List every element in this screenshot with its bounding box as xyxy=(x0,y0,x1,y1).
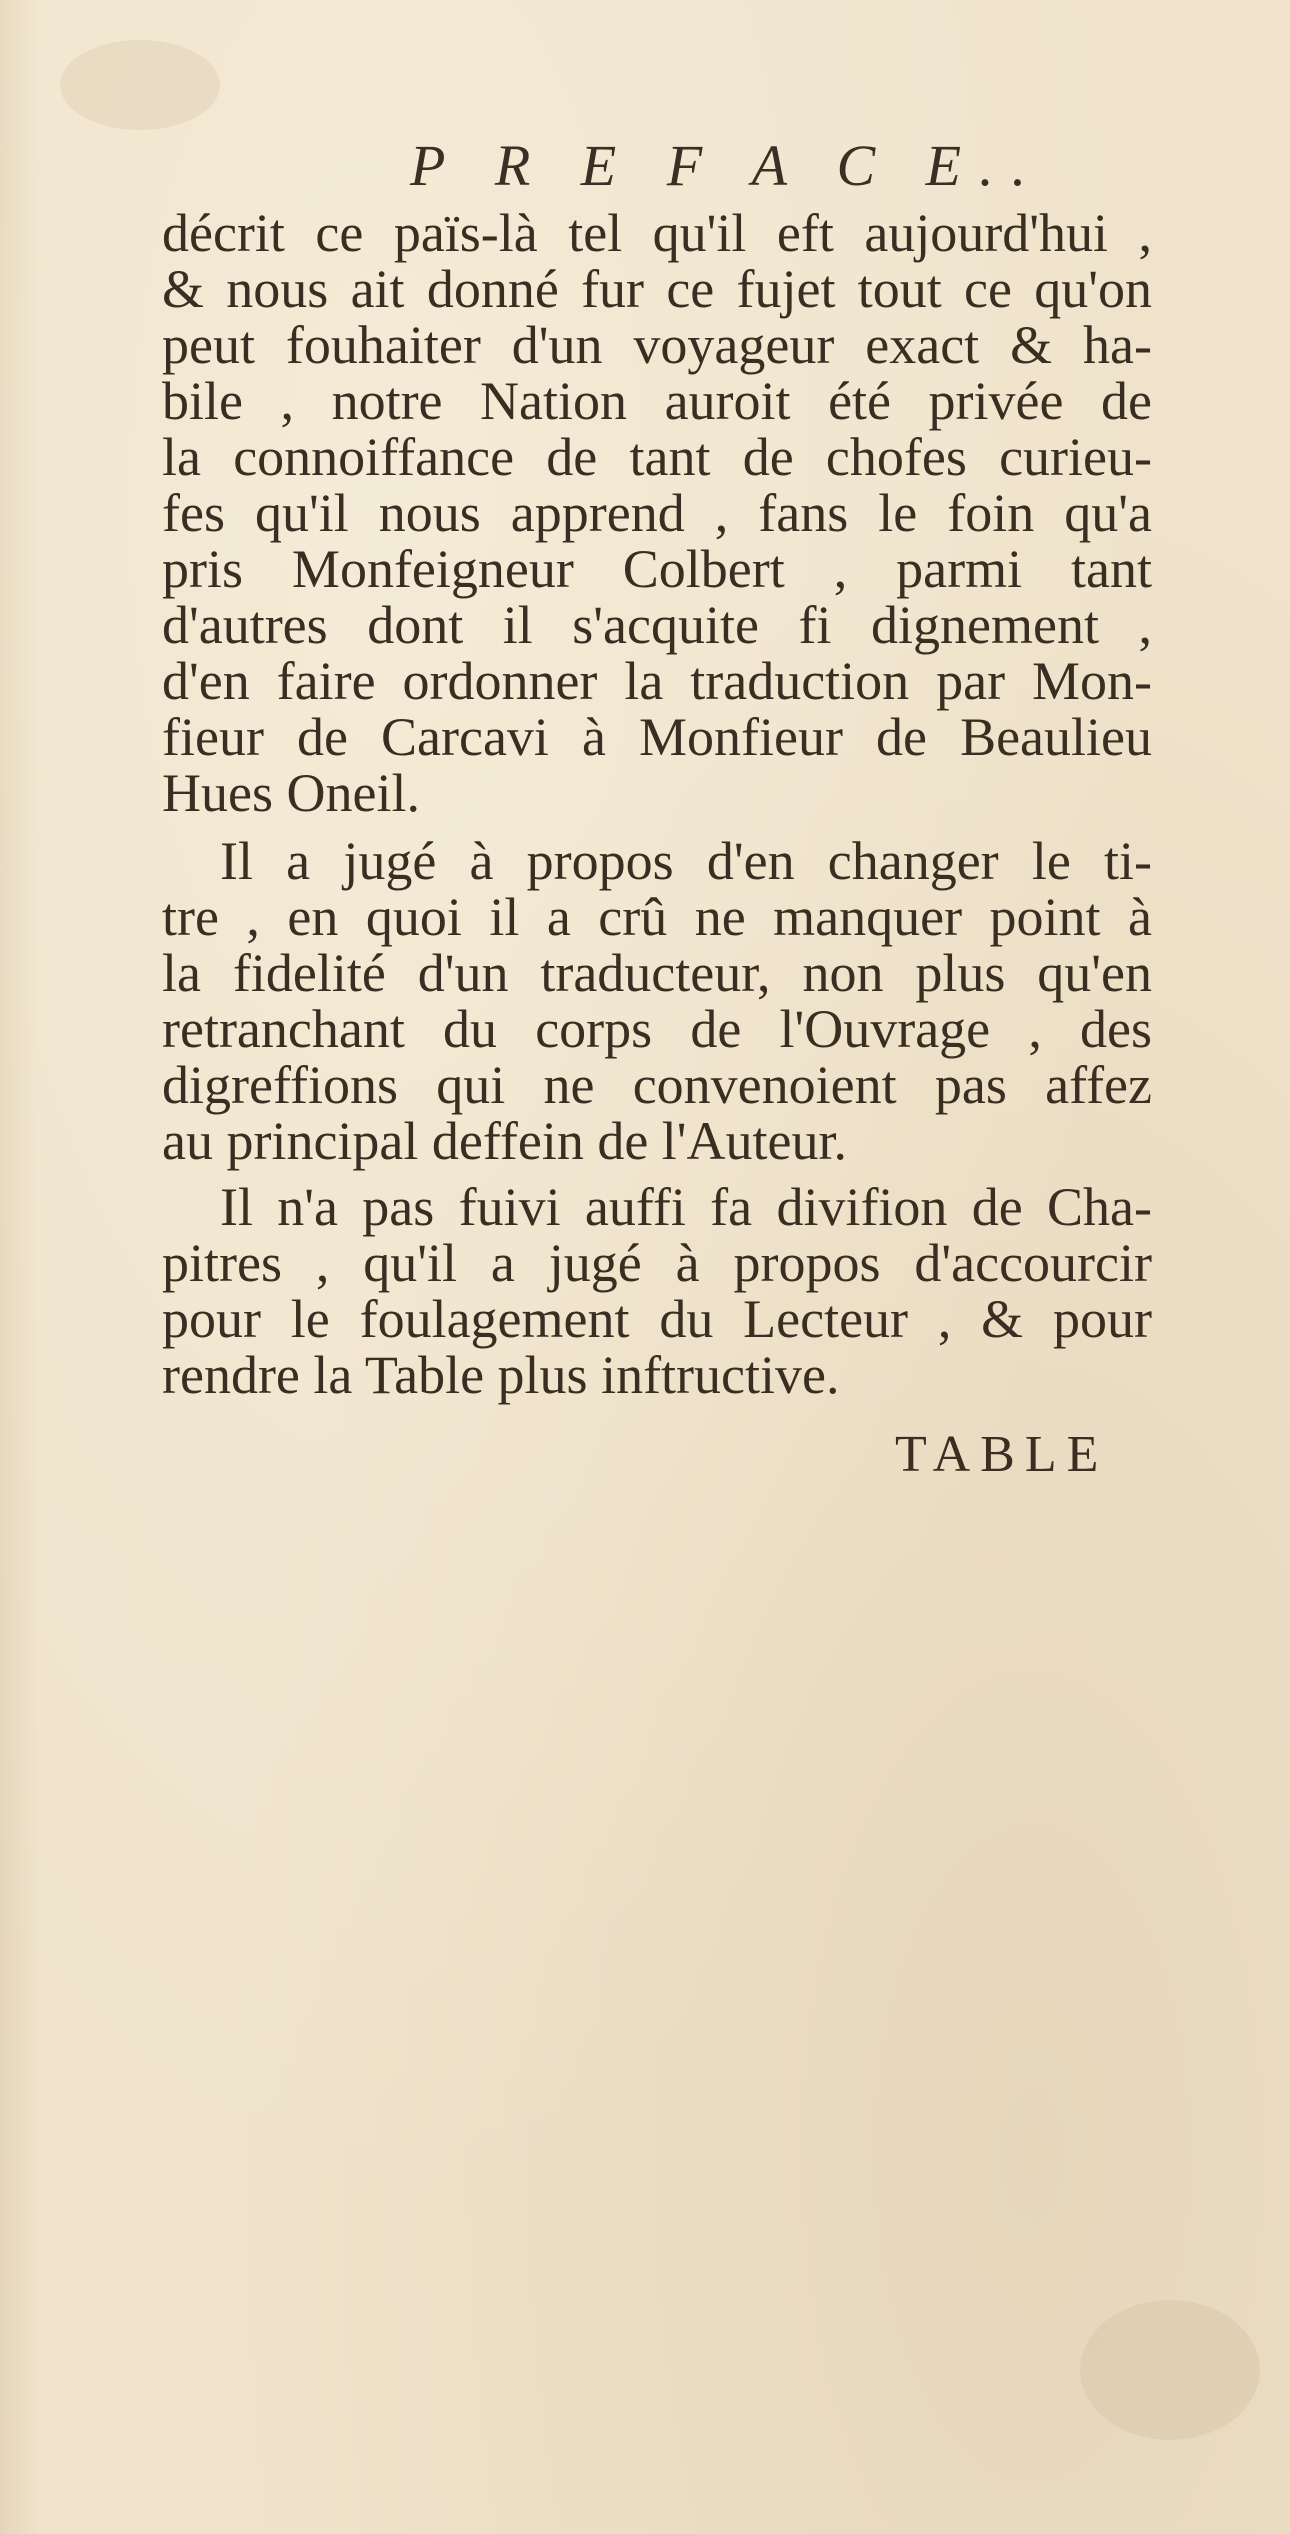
text-line: pour le foulagement du Lecteur , & pour xyxy=(162,1289,1152,1349)
text-line: & nous ait donné fur ce fujet tout ce qu'on xyxy=(162,259,1152,319)
text-line: d'en faire ordonner la traduction par Mon- xyxy=(162,651,1152,711)
text-line: pitres , qu'il a jugé à propos d'accourcir xyxy=(162,1233,1152,1293)
paragraph xyxy=(162,833,1152,1169)
running-head: P R E F A C E.. xyxy=(410,133,1045,198)
text-line: fieur de Carcavi à Monfieur de Beaulieu xyxy=(162,707,1152,767)
paragraph xyxy=(162,205,1152,821)
paper-stain xyxy=(60,40,220,130)
text-line: rendre la Table plus inftructive. xyxy=(162,1345,840,1405)
text-line: décrit ce païs-là tel qu'il eft aujourd'hui , xyxy=(162,203,1152,263)
body-text xyxy=(162,205,1152,1403)
text-line: au principal deffein de l'Auteur. xyxy=(162,1111,847,1171)
text-line: Il a jugé à propos d'en changer le ti- xyxy=(220,831,1152,891)
text-line: d'autres dont il s'acquite fi dignement , xyxy=(162,595,1152,655)
text-line: Hues Oneil. xyxy=(162,763,420,823)
text-line: Il n'a pas fuivi auffi fa divifion de Cha- xyxy=(220,1177,1152,1237)
text-line: peut fouhaiter d'un voyageur exact & ha- xyxy=(162,315,1152,375)
text-line: pris Monfeigneur Colbert , parmi tant xyxy=(162,539,1152,599)
text-line: bile , notre Nation auroit été privée de xyxy=(162,371,1152,431)
text-line: fes qu'il nous apprend , fans le foin qu'a xyxy=(162,483,1152,543)
paper-stain xyxy=(1080,2300,1260,2440)
text-line: tre , en quoi il a crû ne manquer point à xyxy=(162,887,1152,947)
text-line: la fidelité d'un traducteur, non plus qu'en xyxy=(162,943,1152,1003)
text-line: retranchant du corps de l'Ouvrage , des xyxy=(162,999,1152,1059)
paragraph xyxy=(162,1179,1152,1403)
text-line: la connoiffance de tant de chofes curieu- xyxy=(162,427,1152,487)
catchword: TABLE xyxy=(895,1426,1109,1483)
text-line: digreffions qui ne convenoient pas affez xyxy=(162,1055,1152,1115)
